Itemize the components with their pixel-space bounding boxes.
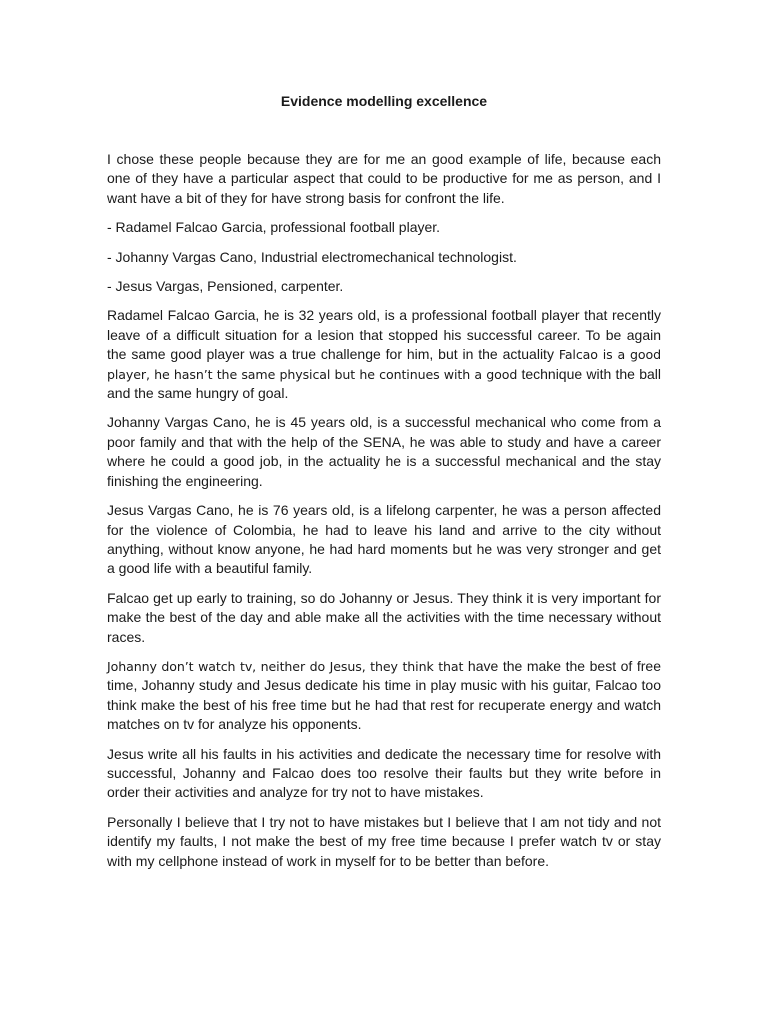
list-item-text: - Johanny Vargas Cano, Industrial electromechanical technologist. [107,248,517,265]
paragraph-text: Jesus Vargas Cano, he is 76 years old, is a lifelong carpenter, he was a person affected for the violence of Colombia, he had to leave his land and arrive to the city without anything, without know anyone, he had hard moments but he was very stronger and get a good life with a beautiful family. [107,502,661,577]
paragraph-text: Radamel Falcao Garcia, he is 32 years old, is a professional football player that recently leave of a difficult situation for a lesion that stopped his successful career. To be again the same good player was a true challenge for him, but in the actuality [107,307,661,363]
document-title: Evidence modelling excellence [280,93,488,109]
document-body [107,150,661,881]
list-item [107,218,661,237]
list-item-text: - Jesus Vargas, Pensioned, carpenter. [107,278,344,295]
paragraph-text: Jesus write all his faults in his activities and dedicate the necessary time for resolve with successful, Johanny and Falcao does too resolve their faults but they write before in order their activities and analyze for try not to have mistakes. [107,745,661,801]
faults-paragraph [107,745,661,803]
list-item [107,248,661,267]
paragraph-alt-text: Falcao is a good player, he hasn’t the same physical but he continues with a good [107,347,661,382]
free-time-paragraph [107,657,661,735]
list-item-text: - Radamel Falcao Garcia, professional football player. [107,219,441,236]
intro-paragraph [107,150,661,208]
list-item [107,277,661,296]
training-paragraph [107,589,661,647]
paragraph-text: Falcao get up early to training, so do Johanny or Jesus. They think it is very important for make the best of the day and able make all the activities with the time necessary without races. [107,589,661,645]
personal-paragraph [107,813,661,871]
falcao-paragraph [107,306,661,403]
jesus-paragraph [107,501,661,579]
paragraph-alt-text: Johanny don’t watch tv, neither do Jesus, they think that [107,658,464,674]
paragraph-text: Johanny Vargas Cano, he is 45 years old, is a successful mechanical who come from a poor family and that with the help of the SENA, he was able to study and have a career where he could a good job, in the actuality he is a successful mechanical and the stay finishing the engineering. [107,414,661,489]
johanny-paragraph [107,413,661,491]
paragraph-tail-text: technique with the ball and the same hungry of goal. [107,365,661,402]
paragraph-tail-text: have the make the best of free time, Johanny study and Jesus dedicate his time in play music with his guitar, Falcao too think make the best of his free time but he had that rest for recuperate energy and watch matches on tv for analyze his opponents. [107,657,661,733]
intro-text: I chose these people because they are for me an good example of life, because each one of they have a particular aspect that could to be productive for me as person, and I want have a bit of they for have strong basis for confront the life. [107,151,661,206]
paragraph-text: Personally I believe that I try not to have mistakes but I believe that I am not tidy and not identify my faults, I not make the best of my free time because I prefer watch tv or stay with my cellphone instead of work in myself for to be better than before. [107,813,661,869]
